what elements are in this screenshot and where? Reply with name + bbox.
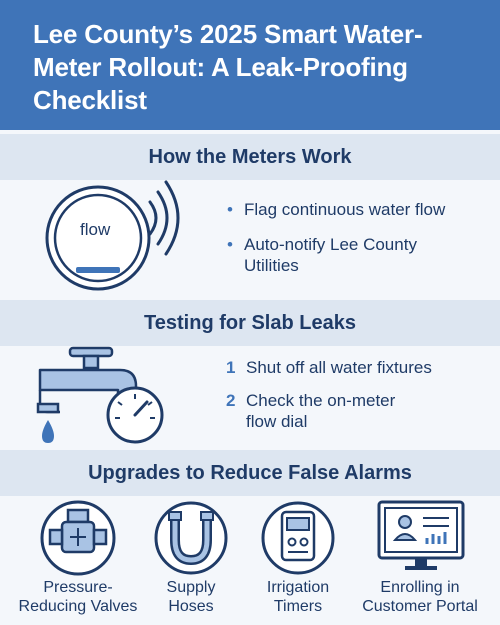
upgrade-label-line: Pressure- [43, 579, 113, 596]
flow-dial-gauge-icon [106, 380, 176, 450]
upgrade-label [228, 578, 368, 616]
bullet-text: Flag continuous water flow [244, 200, 446, 219]
upgrade-label-line: Enrolling in [380, 579, 460, 596]
section-upgrades [0, 496, 500, 625]
step-text: Check the on-meter [246, 391, 396, 410]
section-header-meters [0, 134, 500, 180]
bullet-text-continued: Utilities [244, 256, 299, 275]
section-header-upgrades [0, 450, 500, 496]
meter-flow-label: flow [80, 220, 111, 239]
section-title-meters: How the Meters Work [148, 145, 352, 168]
section-testing [0, 346, 500, 450]
step-number: 2 [226, 391, 236, 410]
bullet-dot-icon: • [227, 200, 233, 219]
step-number: 1 [226, 358, 236, 377]
irrigation-timer-icon [260, 498, 336, 578]
pressure-valve-icon [38, 498, 118, 578]
section-header-testing [0, 300, 500, 346]
section-meters [0, 180, 500, 298]
upgrade-label [350, 578, 490, 616]
section-title-upgrades: Upgrades to Reduce False Alarms [88, 461, 412, 484]
customer-portal-monitor-icon [375, 498, 467, 578]
upgrade-label-line: Hoses [168, 598, 214, 615]
step-text-continued: flow dial [246, 412, 308, 431]
header-banner [0, 0, 500, 130]
upgrade-label-line: Reducing Valves [18, 598, 138, 615]
section-title-testing: Testing for Slab Leaks [144, 311, 356, 334]
upgrade-label-line: Customer Portal [362, 598, 478, 615]
bullet-dot-icon: • [227, 235, 233, 254]
upgrade-label-line: Supply [166, 579, 216, 596]
bullet-text: Auto-notify Lee County [244, 235, 417, 254]
upgrade-label-line: Timers [273, 598, 323, 615]
page-title: Lee County’s 2025 Smart Water-Meter Rollout: A Leak-Proofing Checklist [33, 19, 423, 115]
upgrade-label-line: Irrigation [266, 579, 330, 596]
step-text: Shut off all water fixtures [246, 358, 432, 377]
supply-hose-icon [153, 498, 229, 578]
